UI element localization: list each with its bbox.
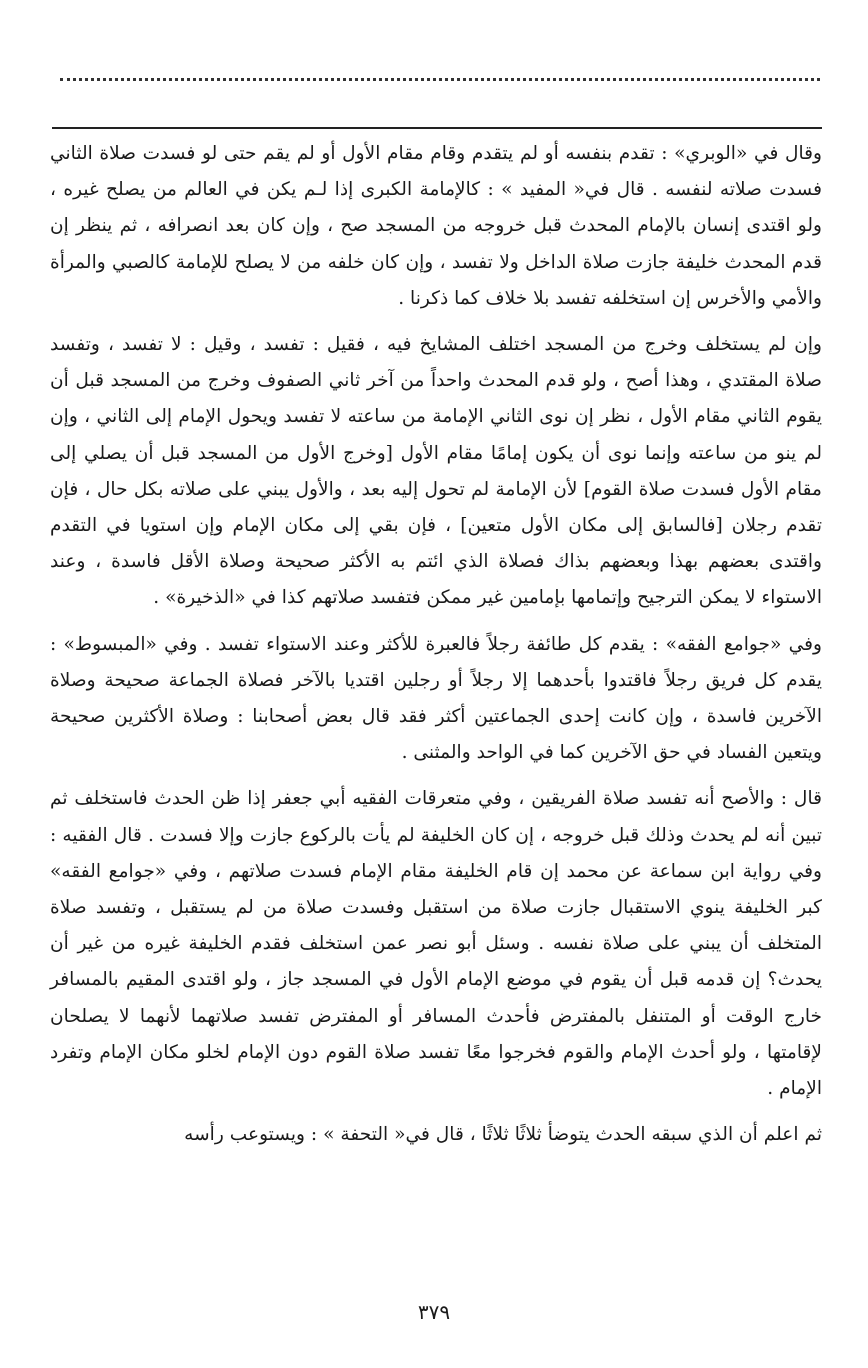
paragraph-3: وفي «جوامع الفقه» : يقدم كل طائفة رجلاً فالعبرة للأكثر وعند الاستواء تفسد . وفي «المبسوط» : يقدم كل فريق رجلاً فاقتدوا بأحدهما إلا رجلاً أو رجلين اقتديا بالآخر فصلاة الجماعة صحيحة وصلاة الآخرين فاسدة ، وإن كانت إحدى الجماعتين أكثر فقد قال بعض أصحابنا : وصلاة الأكثرين صحيحة ويتعين الفساد في حق الآخرين كما في الواحد والمثنى .	[50, 633, 822, 764]
paragraph-5: ثم اعلم أن الذي سبقه الحدث يتوضأ ثلاثًا ثلاثًا ، قال في« التحفة » : ويستوعب رأسه	[184, 1124, 822, 1146]
main-text	[50, 136, 822, 1153]
paragraph-2: وإن لم يستخلف وخرج من المسجد اختلف المشايخ فيه ، فقيل : تفسد ، وقيل : لا تفسد ، وتفسد صلاة المقتدي ، وهذا أصح ، ولو قدم المحدث واحداً من آخر ثاني الصفوف وخرج من المسجد قبل أن يقوم الثاني مقام الأول ، نظر إن نوى الثاني الإمامة من ساعته لا تفسد ويحول الإمام إلى الثاني ، وإن لم ينو من ساعته وإنما نوى أن يكون إمامًا مقام الأول [وخرج الأول من المسجد قبل أن يصلي إلى مقام الأول فسدت صلاة القوم] لأن الإمامة لم تحول إليه بعد ، والأول يبني على صلاته بكل حال ، فإن تقدم رجلان [فالسابق إلى مكان الأول متعين] ، فإن بقي إلى مكان الإمام وإن استويا في التقدم واقتدى بعضهم بهذا وبعضهم بذاك فصلاة الذي ائتم به الأكثر صحيحة وصلاة الأقل فاسدة ، وعند الاستواء لا يمكن الترجيح وإتمامها بإمامين غير ممكن فتفسد صلاتهم كذا في «الذخيرة» .	[50, 334, 822, 609]
page-number: ٣٧٩	[417, 1300, 451, 1324]
paragraph-4: قال : والأصح أنه تفسد صلاة الفريقين ، وفي متعرقات الفقيه أبي جعفر إذا ظن الحدث فاستخلف ثم تبين أنه لم يحدث وذلك قبل خروجه ، إن كان الخليفة لم يأت بالركوع جازت وإلا فسدت . قال الفقيه : وفي رواية ابن سماعة عن محمد إن قام الخليفة مقام الإمام فسدت صلاتهم ، وفي «جوامع الفقه» كبر الخليفة ينوي الاستقبال جازت صلاة من استقبل وفسدت صلاة من لم يستقبل ، وتفسد صلاة المتخلف أن يبني على صلاة نفسه . وسئل أبو نصر عمن استخلف فقدم الخليفة غيره من غير أن يحدث؟ إن قدمه قبل أن يقوم في موضع الإمام الأول في المسجد جاز ، ولو اقتدى المقيم بالمسافر خارج الوقت أو المتنفل بالمفترض فأحدث المسافر أو المفترض تفسد صلاتهما لأنهما لا يصلحان لإقامتها ، ولو أحدث الإمام والقوم فخرجوا معًا تفسد صلاة القوم دون الإمام لخلو مكان الإمام وتفرد الإمام .	[50, 788, 822, 1100]
header-rule	[52, 127, 822, 129]
paragraph-1: وقال في «الوبري» : تقدم بنفسه أو لم يتقدم وقام مقام الأول أو لم يقم حتى لو فسدت صلاة الثاني فسدت صلاته لنفسه . قال في« المفيد » : كالإمامة الكبرى إذا لـم يكن في العالم من يصلح غيره ، ولو اقتدى إنسان بالإمام المحدث قبل خروجه من المسجد صح ، وإن كان بعد انصرافه ، ثم ينظر إن قدم المحدث خليفة جازت صلاة الداخل ولا تفسد ، وإن كان خلفه من لا يصلح للإمامة كالصبي والمرأة والأمي والأخرس إن استخلفه تفسد بلا خلاف كما ذكرنا .	[50, 143, 822, 309]
dotted-header-rule	[60, 78, 820, 81]
